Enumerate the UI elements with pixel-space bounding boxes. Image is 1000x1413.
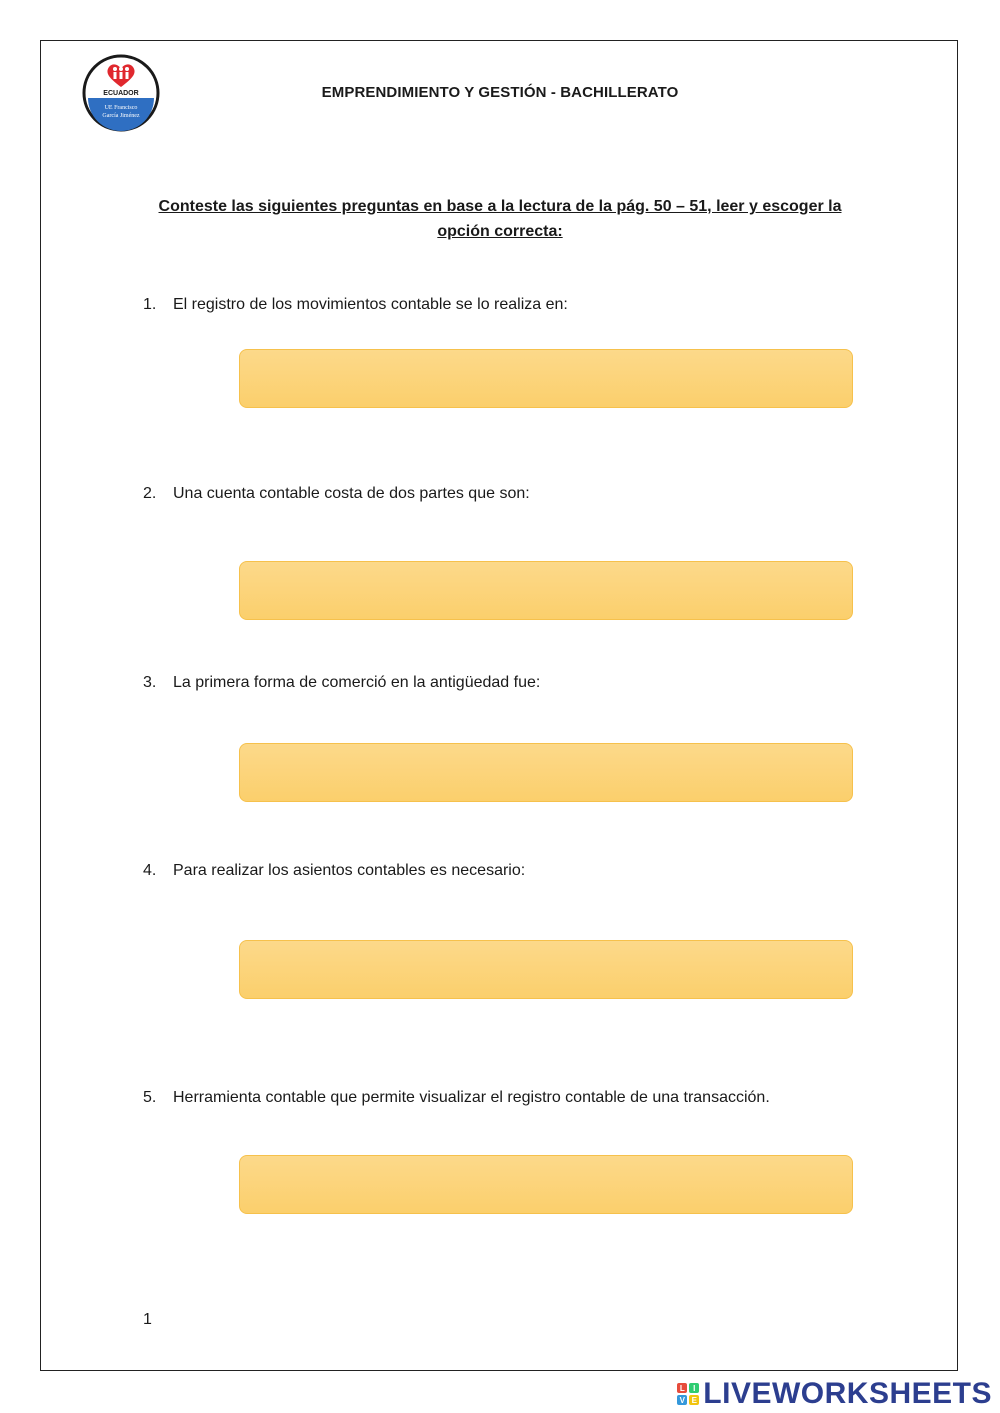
logo-country: ECUADOR	[103, 90, 139, 97]
answer-box-1[interactable]	[239, 349, 853, 408]
question-number: 1.	[143, 296, 157, 313]
brand-tile: I	[689, 1383, 699, 1393]
question-3	[143, 674, 540, 692]
brand-text: LIVEWORKSHEETS	[703, 1377, 992, 1410]
question-number: 5.	[143, 1089, 157, 1106]
question-text: Herramienta contable que permite visualizar el registro contable de una transacción.	[173, 1089, 770, 1106]
answer-box-5[interactable]	[239, 1155, 853, 1214]
question-text: Para realizar los asientos contables es necesario:	[173, 862, 526, 879]
question-number: 3.	[143, 674, 157, 691]
brand-tile: L	[677, 1383, 687, 1393]
question-1	[143, 296, 568, 314]
answer-box-4[interactable]	[239, 940, 853, 999]
logo-school-line2: García Jiménez	[102, 113, 140, 119]
brand-tile: V	[677, 1395, 687, 1405]
page-number: 1	[143, 1311, 152, 1328]
answer-box-2[interactable]	[239, 561, 853, 620]
page-title: EMPRENDIMIENTO Y GESTIÓN - BACHILLERATO	[321, 84, 679, 101]
logo-school-line1: UE Francisco	[104, 105, 138, 111]
instructions: Conteste las siguientes preguntas en base a la lectura de la pág. 50 – 51, leer y escoger la opción correcta:	[158, 198, 842, 240]
liveworksheets-brand[interactable]	[677, 1377, 992, 1411]
question-text: La primera forma de comerció en la antigüedad fue:	[173, 674, 541, 691]
answer-box-3[interactable]	[239, 743, 853, 802]
question-text: El registro de los movimientos contable se lo realiza en:	[173, 296, 568, 313]
question-number: 2.	[143, 485, 157, 502]
brand-tile: E	[689, 1395, 699, 1405]
question-5	[143, 1089, 770, 1107]
question-4	[143, 862, 525, 880]
question-2	[143, 485, 530, 503]
question-number: 4.	[143, 862, 157, 879]
brand-logo-icon	[677, 1383, 699, 1405]
question-text: Una cuenta contable costa de dos partes que son:	[173, 485, 530, 502]
